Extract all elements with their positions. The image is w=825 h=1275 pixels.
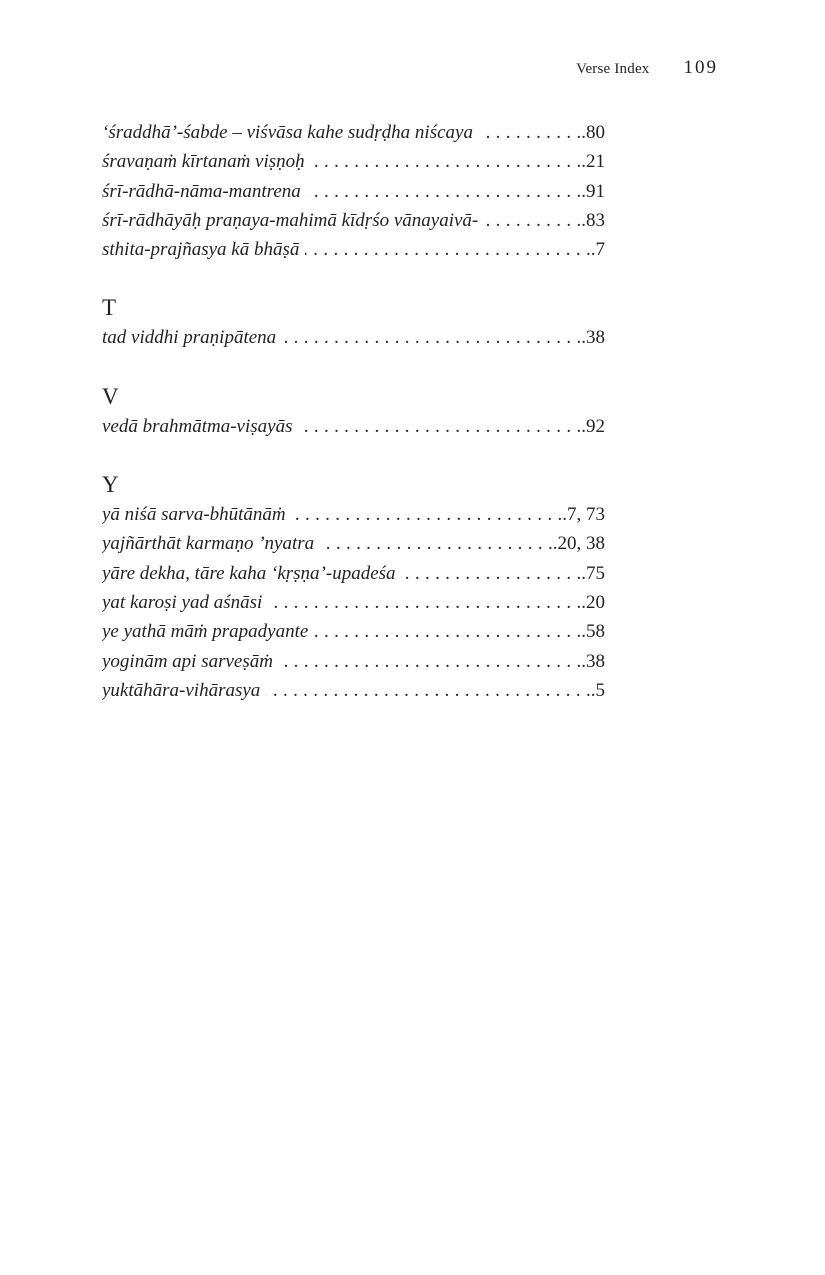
page-reference: .7 [590,239,605,261]
index-group [102,382,605,441]
page-reference: .20 [581,591,605,613]
page-reference: .83 [581,209,605,231]
dot-leader [292,500,563,529]
verse-text: yoginām api sarveṣāṁ [102,650,273,672]
index-entry [102,177,605,206]
verse-text: śrī-rādhā-nāma-mantrena [102,180,301,202]
verse-text: śravaṇaṁ kīrtanaṁ viṣṇoḥ [102,151,305,173]
page-reference: .7, 73 [562,504,605,526]
verse-text: śrī-rādhāyāḥ praṇaya-mahimā kīdṛśo vānayaivā- [102,209,479,231]
verse-text: yā niśā sarva-bhūtānāṁ [102,504,286,526]
verse-text: yajñārthāt karmaṇo ’nyatra [102,533,315,555]
verse-text: tad viddhi praṇipātena [102,327,277,349]
dot-leader [307,177,581,206]
page-reference: .58 [581,621,605,643]
dot-leader [311,147,582,176]
page-reference: .5 [590,679,605,701]
index-entry [102,147,605,176]
section-heading-y: Y [102,472,119,498]
verse-text: ye yathā māṁ prapadyante [102,621,309,643]
index-entry [102,118,605,147]
index-entry [102,647,605,676]
running-head [0,57,718,79]
index-entry [102,323,605,352]
index-group [102,293,605,352]
index-group [102,118,605,264]
verse-text: ‘śraddhā’-śabde – viśvāsa kahe sudṛḍha niścaya [102,122,473,143]
dot-leader [314,617,581,646]
index-group [102,470,605,705]
page-number: 109 [683,57,718,78]
dot-leader [279,647,581,676]
index-entry [102,500,605,529]
index-entry [102,412,605,441]
index-entry [102,529,605,558]
verse-index-list [102,118,605,705]
page-reference: .91 [581,180,605,202]
page-reference: .21 [581,151,605,173]
running-title: Verse Index [576,61,650,77]
index-entry [102,559,605,588]
dot-leader [479,118,581,147]
page-reference: .92 [581,415,605,437]
index-entry [102,617,605,646]
page-reference: .38 [581,327,605,349]
page-reference: .20, 38 [552,533,605,555]
verse-text: sthita-prajñasya kā bhāṣā [102,239,300,261]
index-entry [102,235,605,264]
dot-leader [305,235,590,264]
dot-leader [266,676,590,705]
verse-text: yāre dekha, tāre kaha ‘kṛṣṇa’-upadeśa [102,562,396,584]
page-reference: .75 [581,562,605,584]
page-reference: .38 [581,650,605,672]
dot-leader [299,412,582,441]
index-entry [102,676,605,705]
index-entry [102,206,605,235]
page-reference: .80 [581,122,605,143]
verse-text: vedā brahmātma-viṣayās [102,415,293,437]
dot-leader [268,588,581,617]
section-heading-t: T [102,295,117,321]
verse-text: yuktāhāra-vihārasya [102,679,261,701]
verse-text: yat karoṣi yad aśnāsi [102,591,263,613]
dot-leader [282,323,581,352]
index-entry [102,588,605,617]
dot-leader [484,206,581,235]
dot-leader [402,559,582,588]
section-heading-v: V [102,383,119,409]
dot-leader [320,529,553,558]
